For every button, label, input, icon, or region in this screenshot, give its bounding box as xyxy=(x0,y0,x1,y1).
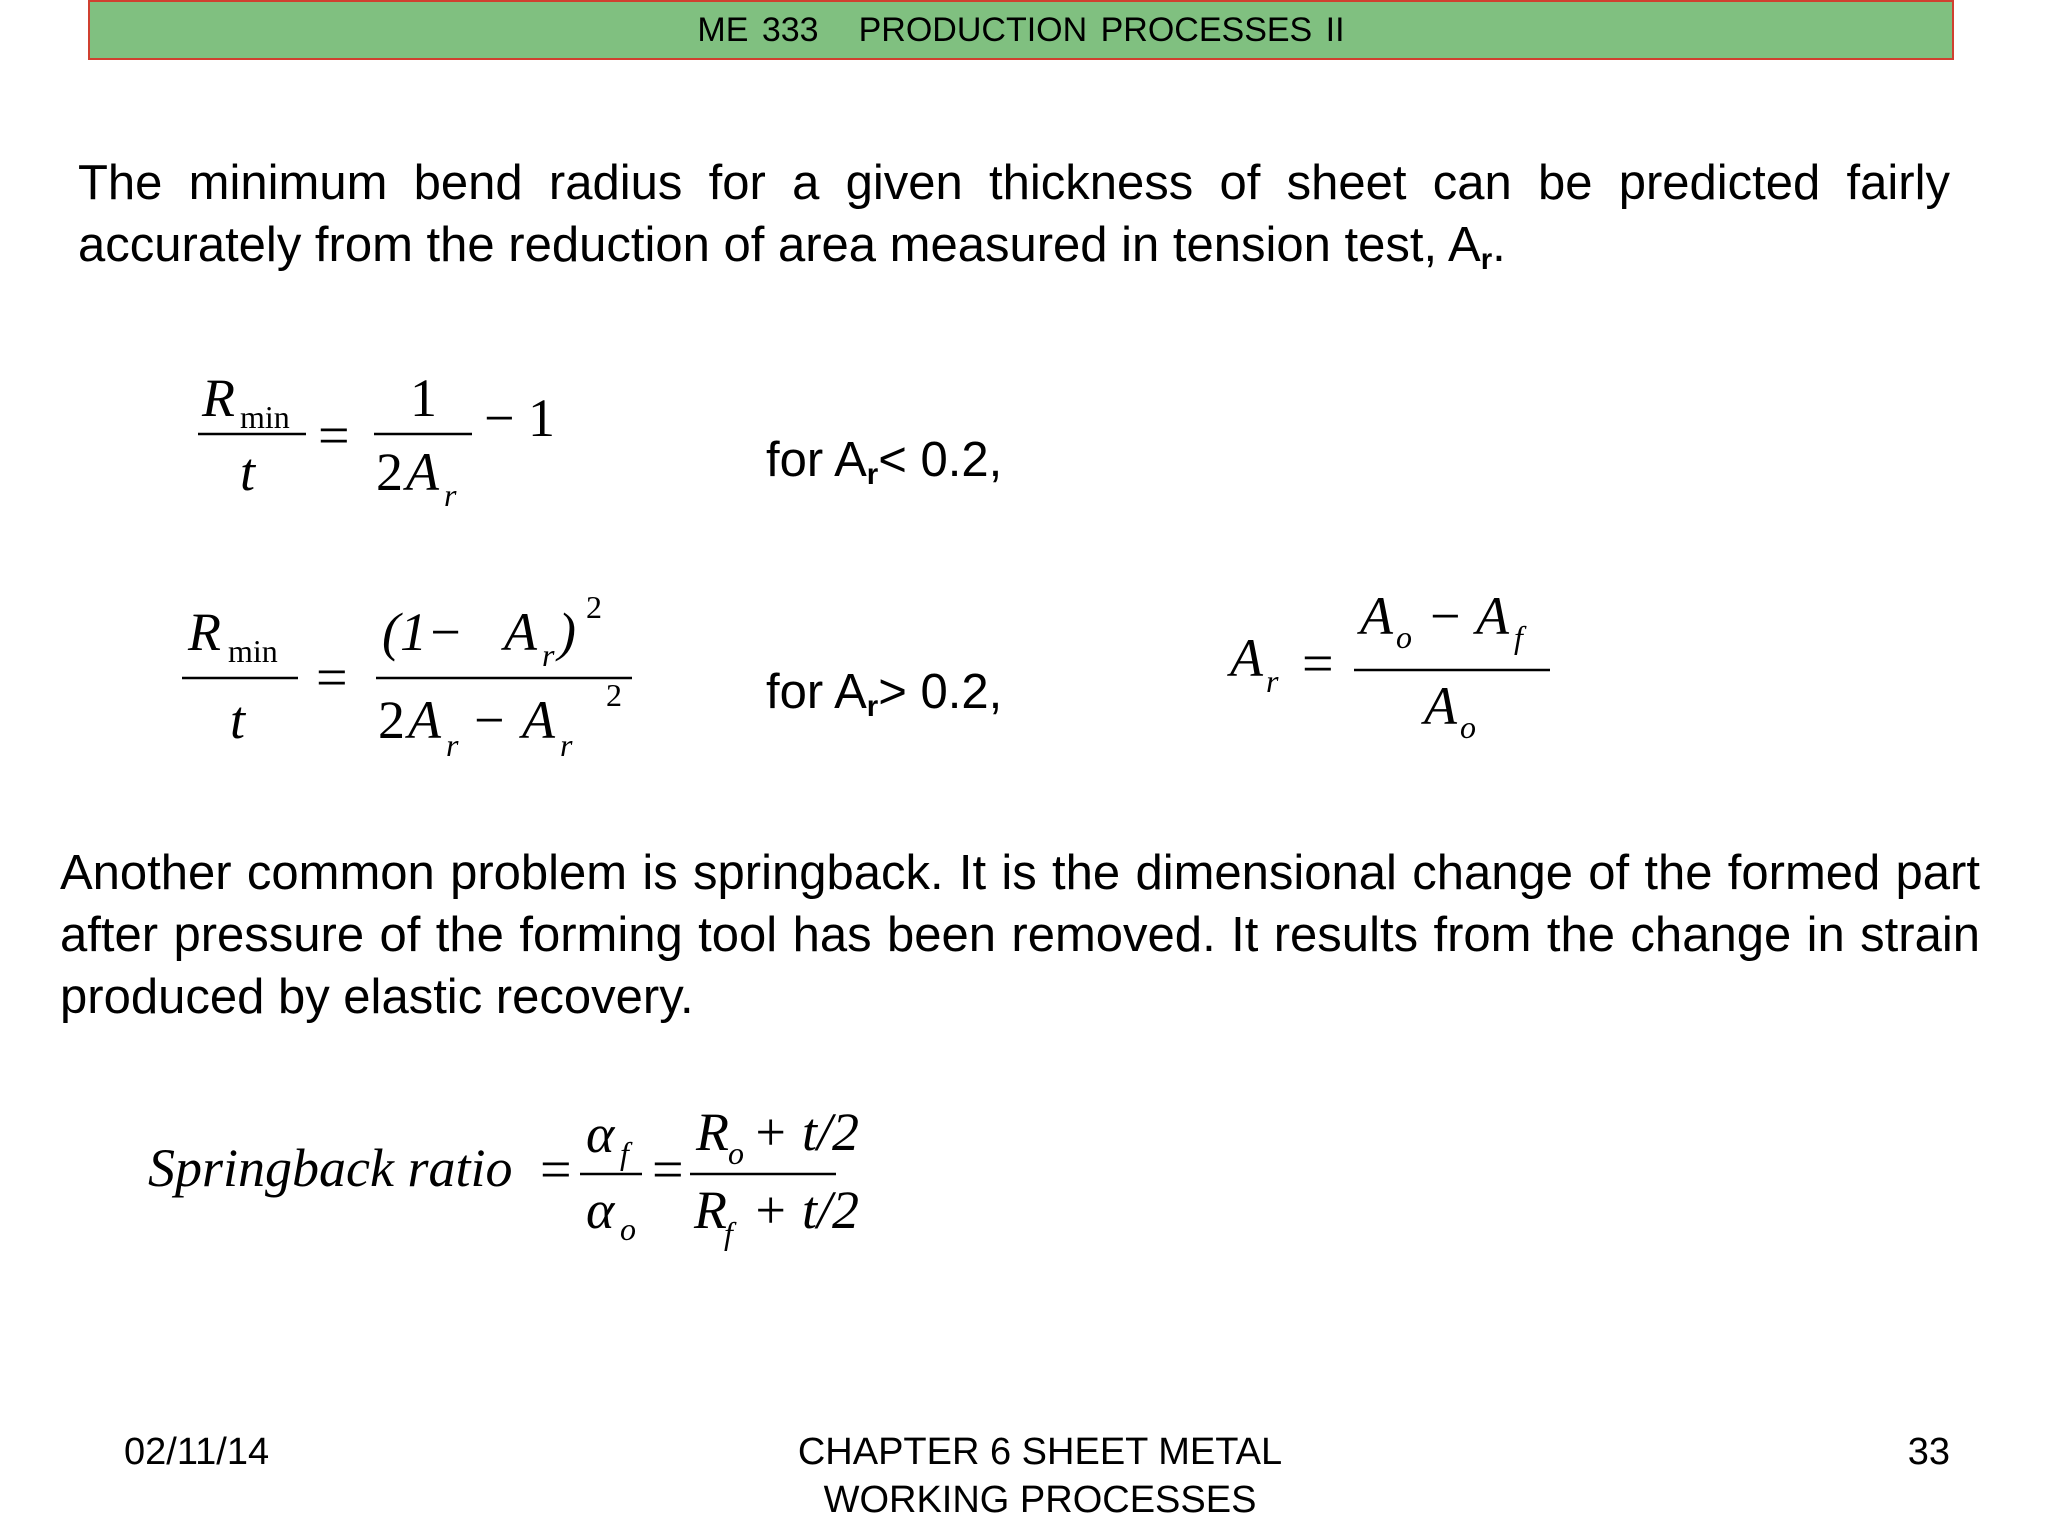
sb-equals-1: = xyxy=(540,1139,572,1201)
eq1-t: t xyxy=(240,442,256,502)
footer-chapter-line1: CHAPTER 6 SHEET METAL xyxy=(797,1431,1283,1473)
eq3-r: r xyxy=(1266,663,1279,699)
sb-equals-2: = xyxy=(652,1139,684,1201)
eq2-num-r: r xyxy=(542,637,555,673)
course-title: PRODUCTION PROCESSES II xyxy=(858,10,1345,49)
sb-num-plus: + t/2 xyxy=(752,1102,859,1162)
sb-den-R: R xyxy=(694,1180,727,1240)
slide-header xyxy=(88,0,1954,60)
eq3-num-f: f xyxy=(1514,619,1523,655)
condition-high: for $A_r> 0.2$, xyxy=(766,665,1003,724)
springback-paragraph: Another common problem is springback. It is the dimensional change of the formed part after pressure of the forming tool has been removed. It results from the change in strain produced by elastic recovery. xyxy=(60,846,1980,1024)
equation-bend-radius-low xyxy=(180,356,580,526)
sb-den-f: f xyxy=(724,1215,733,1251)
eq2-num-A: A xyxy=(504,602,537,662)
eq1-A: A xyxy=(406,442,439,502)
eq3-num-A1: A xyxy=(1360,586,1393,646)
eq1-R: R xyxy=(202,368,235,428)
footer-date: 02/11/14 xyxy=(124,1431,270,1473)
sb-alpha-o: α xyxy=(586,1180,615,1240)
eq2-num-sq: 2 xyxy=(586,589,602,625)
sb-num-o: o xyxy=(728,1135,744,1171)
sb-den-plus: + t/2 xyxy=(752,1180,859,1240)
eq1-two: 2 xyxy=(376,442,403,502)
intro-end: . xyxy=(1492,218,1506,272)
sb-o-sub: o xyxy=(620,1211,636,1247)
eq1-min: min xyxy=(240,399,290,435)
intro-subscript: r xyxy=(1480,243,1493,277)
eq2-den-sq: 2 xyxy=(606,677,622,713)
eq2-equals: = xyxy=(316,647,348,709)
eq1-r: r xyxy=(444,477,457,513)
intro-text: The minimum bend radius for a given thickness of sheet can be predicted fairly accurately from the reduction of area measured in tension test, A xyxy=(78,156,1950,272)
eq2-open: (1− xyxy=(382,602,464,662)
eq2-min: min xyxy=(228,633,278,669)
sb-f-sub: f xyxy=(620,1135,629,1171)
eq1-one: 1 xyxy=(410,368,437,428)
sb-alpha-f: α xyxy=(586,1104,615,1164)
eq2-den-minus: − xyxy=(474,690,505,750)
eq3-num-o: o xyxy=(1396,619,1412,655)
springback-label: Springback ratio xyxy=(148,1138,513,1198)
eq2-t: t xyxy=(230,690,246,750)
equation-bend-radius-high xyxy=(168,588,668,778)
eq2-close: ) xyxy=(558,602,576,662)
condition-low: for $A_r< 0.2$, xyxy=(766,433,1003,492)
footer-chapter xyxy=(680,1428,1400,1524)
eq2-den-r1: r xyxy=(446,727,459,763)
equation-springback-ratio xyxy=(148,1104,948,1264)
eq2-den-A2: A xyxy=(522,690,555,750)
eq3-A: A xyxy=(1230,628,1263,688)
footer-chapter-line2: WORKING PROCESSES xyxy=(823,1479,1257,1521)
eq1-equals: = xyxy=(318,405,350,467)
eq3-num-minus: − xyxy=(1430,586,1461,646)
eq1-minus-one: − 1 xyxy=(484,388,555,448)
eq2-den-r2: r xyxy=(560,727,573,763)
eq3-equals: = xyxy=(1302,633,1334,695)
eq2-two: 2 xyxy=(378,690,405,750)
eq3-num-A2: A xyxy=(1476,586,1509,646)
eq3-den-A: A xyxy=(1424,676,1457,736)
footer-page-number: 33 xyxy=(1907,1431,1950,1473)
eq2-den-A1: A xyxy=(408,690,441,750)
course-code: ME 333 xyxy=(697,10,819,49)
equation-reduction-of-area xyxy=(1220,586,1580,760)
intro-paragraph xyxy=(78,152,1950,291)
eq2-R: R xyxy=(188,602,221,662)
sb-num-R: R xyxy=(696,1102,729,1162)
eq3-den-o: o xyxy=(1460,709,1476,745)
